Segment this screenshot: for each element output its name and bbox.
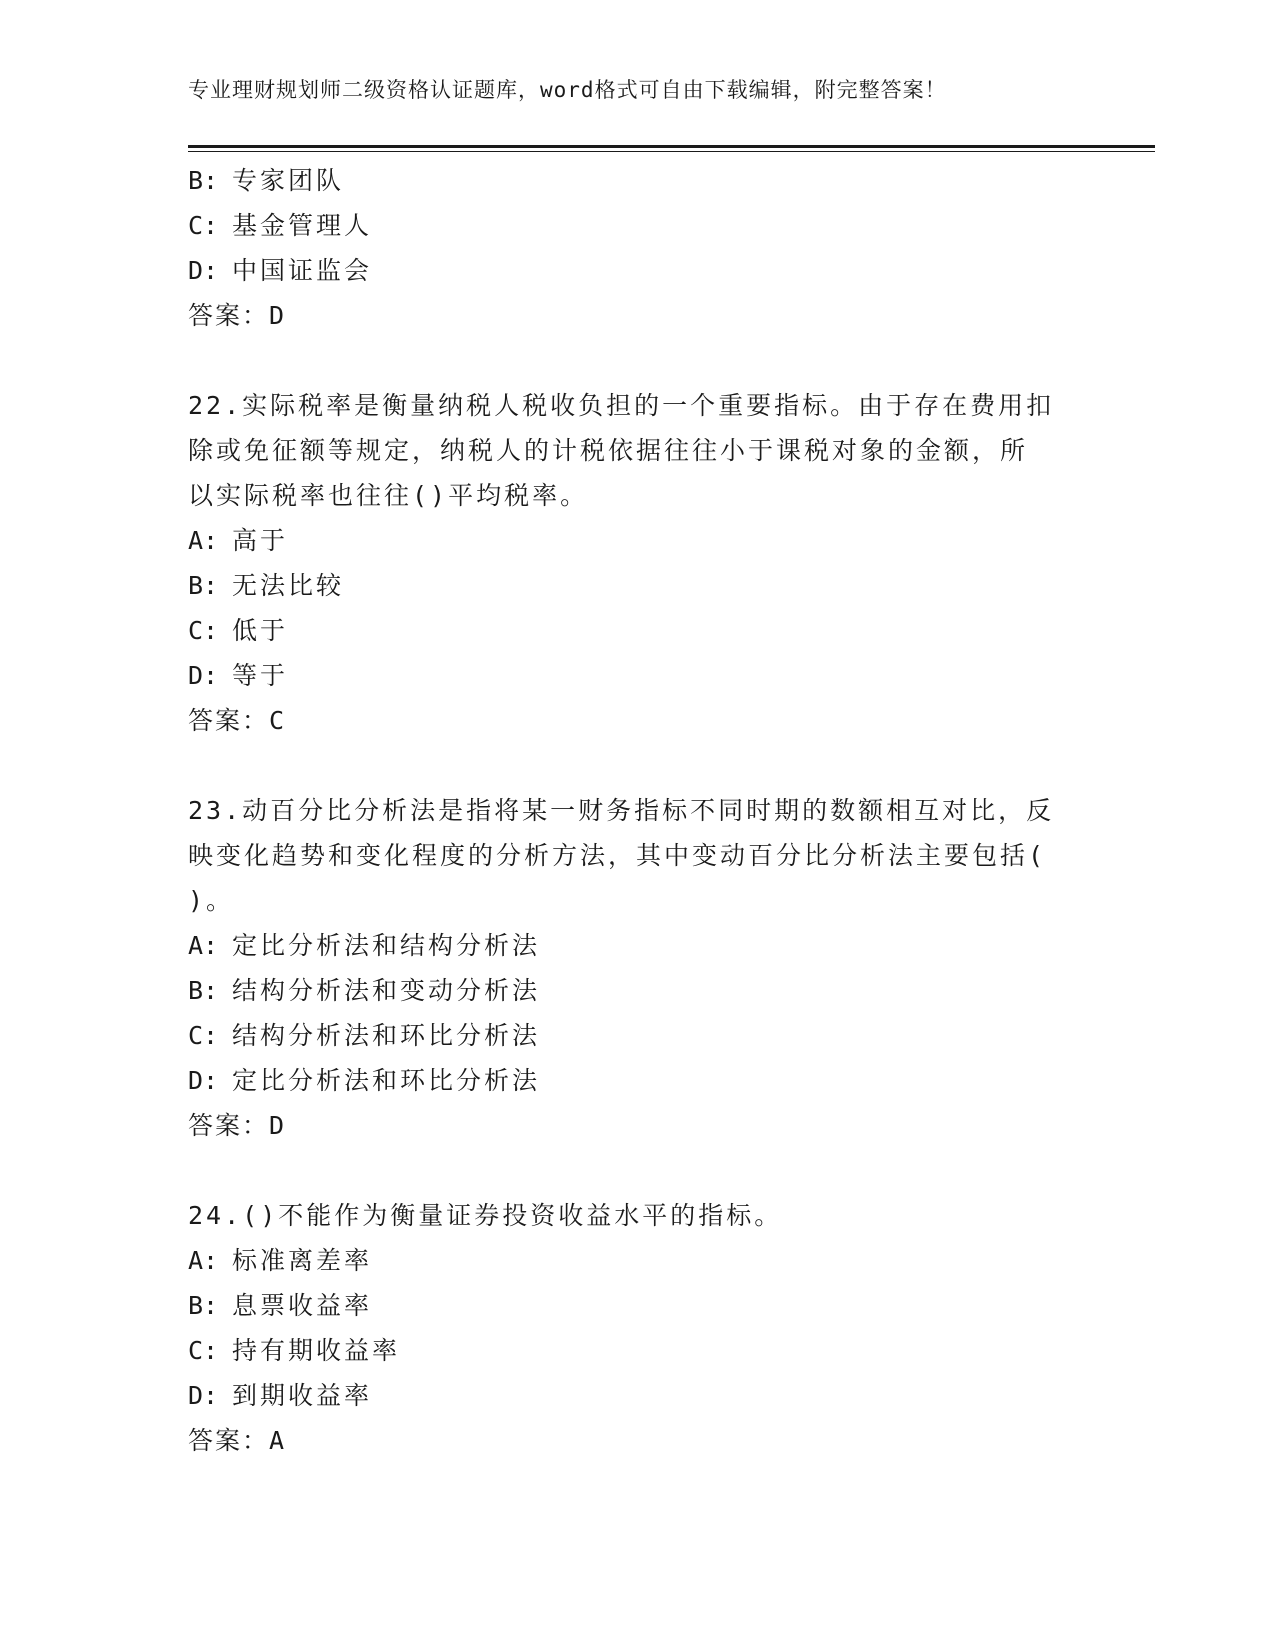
option-item: B: 无法比较: [188, 571, 345, 600]
option-item: D: 等于: [188, 661, 289, 690]
question-block-24: [188, 1193, 1088, 1463]
answer-value: A: [269, 1426, 285, 1455]
option-item: B: 专家团队: [188, 166, 345, 195]
option-item: A: 高于: [188, 526, 289, 555]
question-text-line: 23.动百分比分析法是指将某一财务指标不同时期的数额相互对比，反: [188, 796, 1055, 825]
spacer: [188, 1148, 1088, 1193]
question-block-23: [188, 788, 1088, 1148]
answer-value: D: [269, 1111, 285, 1140]
answer-value: D: [269, 301, 285, 330]
question-text-line: 24.()不能作为衡量证券投资收益水平的指标。: [188, 1201, 783, 1230]
spacer: [188, 743, 1088, 788]
spacer: [188, 338, 1088, 383]
question-text-line: 以实际税率也往往()平均税率。: [188, 481, 589, 510]
header-divider-thick: [188, 145, 1155, 148]
question-text-line: 22.实际税率是衡量纳税人税收负担的一个重要指标。由于存在费用扣: [188, 391, 1055, 420]
option-item: C: 基金管理人: [188, 211, 373, 240]
option-item: A: 定比分析法和结构分析法: [188, 931, 541, 960]
answer-line: 答案：D: [188, 301, 285, 330]
option-item: B: 息票收益率: [188, 1291, 373, 1320]
option-item: C: 低于: [188, 616, 289, 645]
question-text-line: 映变化趋势和变化程度的分析方法，其中变动百分比分析法主要包括(: [188, 841, 1047, 870]
question-block-21: [188, 158, 1088, 338]
answer-line: 答案：A: [188, 1426, 285, 1455]
option-item: A: 标准离差率: [188, 1246, 373, 1275]
option-item: C: 持有期收益率: [188, 1336, 401, 1365]
page-header: 专业理财规划师二级资格认证题库，word格式可自由下载编辑，附完整答案！: [188, 78, 947, 102]
option-item: D: 到期收益率: [188, 1381, 373, 1410]
question-block-22: [188, 383, 1088, 743]
question-content: [188, 158, 1088, 1463]
answer-line: 答案：C: [188, 706, 285, 735]
option-item: D: 定比分析法和环比分析法: [188, 1066, 541, 1095]
option-item: D: 中国证监会: [188, 256, 373, 285]
answer-value: C: [269, 706, 285, 735]
option-item: C: 结构分析法和环比分析法: [188, 1021, 541, 1050]
option-item: B: 结构分析法和变动分析法: [188, 976, 541, 1005]
question-text-line: 除或免征额等规定，纳税人的计税依据往往小于课税对象的金额，所: [188, 436, 1029, 465]
answer-line: 答案：D: [188, 1111, 285, 1140]
header-divider-thin: [188, 151, 1155, 152]
question-text-line: )。: [188, 886, 235, 915]
